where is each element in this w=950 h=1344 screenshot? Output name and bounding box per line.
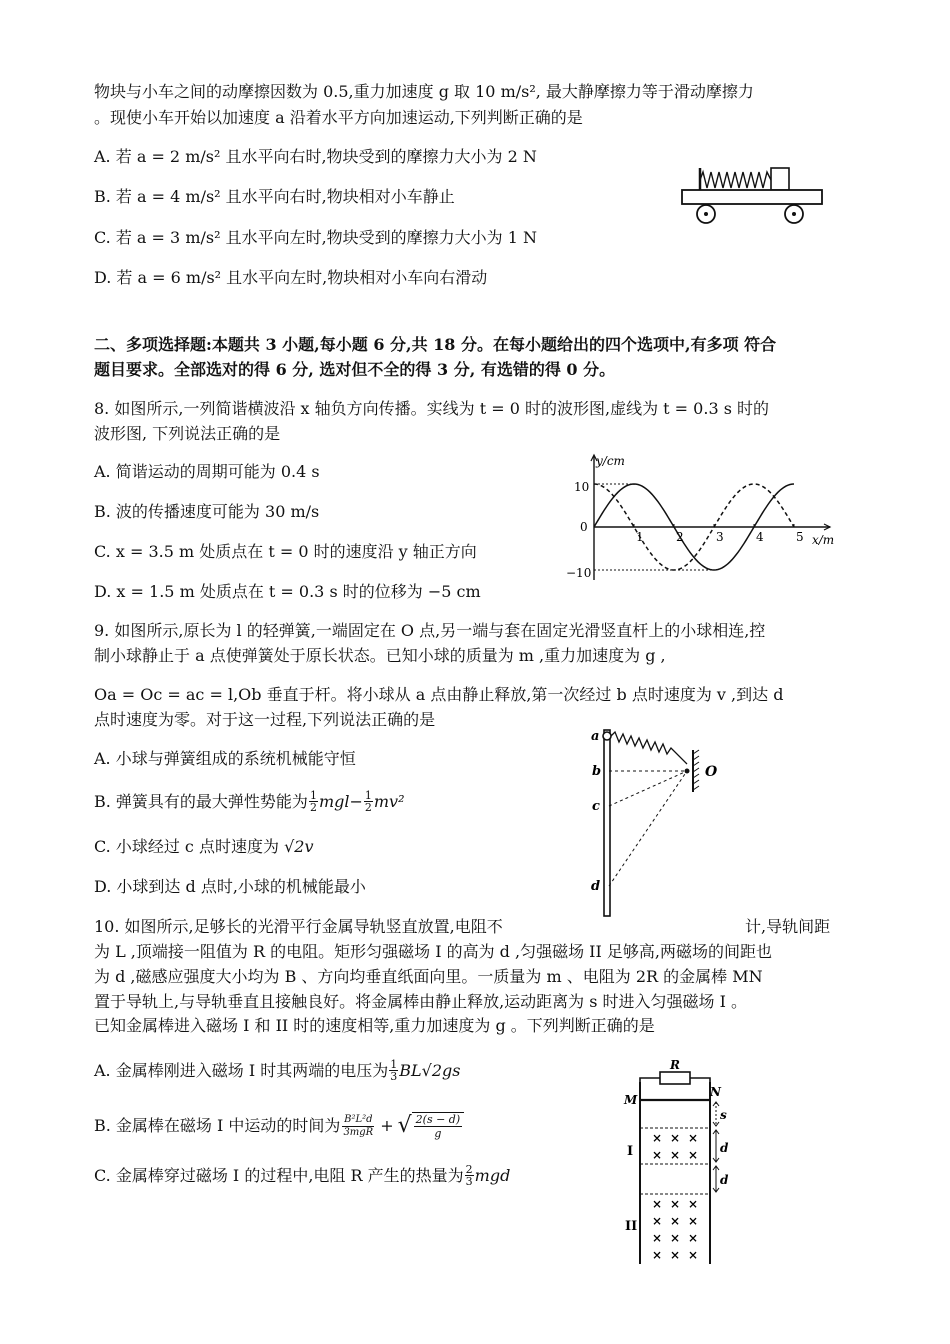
field-cross-marks [652,1131,698,1262]
q10-c-expr: mgd [474,1165,511,1185]
field-cross-mark: × [670,1231,681,1245]
frac-den: g [434,1127,442,1140]
q10-option-b [94,1112,464,1140]
cart-spring-block-figure [676,160,828,228]
q8-option-d: D. x = 1.5 m 处质点在 t = 0.3 s 时的位移为 −5 cm [94,582,481,601]
right-wheel-axle [792,212,796,216]
x-tick-label: 1 [636,530,644,544]
field-cross-mark: × [688,1131,699,1145]
q10-stem-line1-right: 计,导轨间距 [745,917,831,936]
q10-stem-line2: 为 L ,顶端接一阻值为 R 的电阻。矩形匀强磁场 I 的高为 d ,匀强磁场 II 足够高,两磁场的间距也 [94,942,772,961]
x-tick-label: 3 [716,530,724,544]
q10-a-expr: BL√2gs [399,1060,461,1080]
label-m: M [624,1093,638,1107]
field-cross-mark: × [670,1197,681,1211]
q8-option-b: B. 波的传播速度可能为 30 m/s [94,502,320,521]
frac-den: 3 [390,1070,398,1083]
q8-option-a: A. 简谐运动的周期可能为 0.4 s [94,462,320,481]
block [771,168,789,190]
q9-option-c-expr: √2v [284,837,314,856]
frac-num: 2(s − d) [415,1113,461,1126]
frac-num: B²L²d [344,1113,373,1125]
field-cross-mark: × [652,1248,663,1262]
sqrt-sign-icon: √ [397,1113,412,1138]
q9-option-c-prefix: C. 小球经过 c 点时速度为 [94,837,285,856]
label-b: b [592,764,602,779]
frac-num: 2 [465,1163,473,1176]
top-wire-right [690,1078,710,1082]
q7-stem-line1: 物块与小车之间的动摩擦因数为 0.5,重力加速度 g 取 10 m/s², 最大静摩擦力等于滑动摩擦力 [94,82,754,101]
q7-option-d: D. 若 a = 6 m/s² 且水平向左时,物块相对小车向右滑动 [94,268,488,287]
q9-option-b-prefix: B. 弹簧具有的最大弹性势能为 [94,791,308,811]
field-cross-mark: × [688,1148,699,1162]
x-tick-label: 4 [756,530,764,544]
x-tick-labels [636,530,804,544]
field-cross-mark: × [688,1197,699,1211]
cart-body [682,190,822,204]
q9-b-expr2: mv² [373,791,405,811]
rail-field-figure [618,1058,742,1268]
field-cross-mark: × [688,1248,699,1262]
q10-option-a [94,1059,460,1082]
spring [700,172,771,188]
oc-dashed [609,771,687,806]
q10-b-plus: + [380,1116,394,1135]
field-cross-mark: × [688,1214,699,1228]
frac-den: 3 [465,1175,473,1188]
section2-heading-line2: 题目要求。全部选对的得 6 分, 选对但不全的得 3 分, 有选错的得 0 分。 [94,360,616,379]
q9-option-a: A. 小球与弹簧组成的系统机械能守恒 [94,749,356,768]
label-r: R [670,1058,680,1072]
top-wire-left [640,1078,660,1082]
wave-graph [560,452,840,587]
label-d2: d [720,1173,729,1187]
q9-stem-line1: 9. 如图所示,原长为 l 的轻弹簧,一端固定在 O 点,另一端与套在固定光滑竖直杆上的小球相连,控 [94,621,766,640]
q10-option-a-prefix: A. 金属棒刚进入磁场 I 时其两端的电压为 [94,1060,389,1080]
section2-heading-line1: 二、多项选择题:本题共 3 小题,每小题 6 分,共 18 分。在每小题给出的四个选项中,有多项 符合 [94,335,777,354]
q10-stem-line5: 已知金属棒进入磁场 I 和 II 时的速度相等,重力加速度为 g 。下列判断正确的是 [94,1016,655,1035]
q7-option-c: C. 若 a = 3 m/s² 且水平向左时,物块受到的摩擦力大小为 1 N [94,228,538,247]
q9-stem-line4: 点时速度为零。对于这一过程,下列说法正确的是 [94,710,436,729]
wave-axes [591,455,830,580]
field-cross-mark: × [652,1231,663,1245]
q10-stem-line3: 为 d ,磁感应强度大小均为 B 、方向均垂直纸面向里。一质量为 m 、电阻为 2R 的金属棒 MN [94,967,763,986]
y-min-label: −10 [566,566,592,580]
resistor [660,1072,690,1084]
q10-option-c-prefix: C. 金属棒穿过磁场 I 的过程中,电阻 R 产生的热量为 [94,1165,464,1185]
spring [611,732,687,764]
q10-c-frac [465,1164,474,1187]
q10-b-sqrt-frac [412,1112,464,1140]
vertical-rod [604,730,610,916]
q7-option-a: A. 若 a = 2 m/s² 且水平向右时,物块受到的摩擦力大小为 2 N [94,147,537,166]
q9-option-c [94,836,314,858]
frac-num: 1 [309,789,317,802]
q10-stem-line1-left: 10. 如图所示,足够长的光滑平行金属导轨竖直放置,电阻不 [94,917,503,936]
origin-label: 0 [580,520,588,534]
q9-stem-line3: Oa = Oc = ac = l,Ob 垂直于杆。将小球从 a 点由静止释放,第一次经过 b 点时速度为 v ,到达 d [94,685,784,704]
q9-option-b [94,790,405,813]
y-max-label: 10 [574,480,590,494]
label-d: d [591,879,601,894]
left-wheel-axle [704,212,708,216]
field-cross-mark: × [688,1231,699,1245]
q9-b-frac1 [309,790,318,813]
label-c: c [592,799,600,814]
field-cross-mark: × [670,1148,681,1162]
frac-den: 3mgR [343,1126,374,1138]
q10-option-b-prefix: B. 金属棒在磁场 I 中运动的时间为 [94,1116,341,1135]
q9-stem-line2: 制小球静止于 a 点使弹簧处于原长状态。已知小球的质量为 m ,重力加速度为 g , [94,646,666,665]
q10-b-frac [342,1114,374,1139]
frac-num: 1 [364,789,372,802]
q8-stem-line1: 8. 如图所示,一列简谐横波沿 x 轴负方向传播。实线为 t = 0 时的波形图,虚线为 t = 0.3 s 时的 [94,399,770,418]
q8-stem-line2: 波形图, 下列说法正确的是 [94,424,281,443]
ball [603,732,611,740]
field-cross-mark: × [652,1214,663,1228]
x-axis-label: x/m [812,533,835,547]
field-cross-mark: × [652,1131,663,1145]
field-cross-mark: × [652,1148,663,1162]
q7-option-b: B. 若 a = 4 m/s² 且水平向右时,物块相对小车静止 [94,187,455,206]
q9-b-expr1: mgl− [318,791,363,811]
frac-num: 1 [390,1058,398,1071]
frac-den: 2 [364,801,372,814]
x-tick-label: 5 [796,530,804,544]
field-cross-mark: × [652,1197,663,1211]
label-o: O [705,764,718,780]
q9-b-frac2 [364,790,373,813]
field-cross-mark: × [670,1214,681,1228]
q10-stem-line4: 置于导轨上,与导轨垂直且接触良好。将金属棒由静止释放,运动距离为 s 时进入匀强磁场 I 。 [94,992,748,1011]
spring-rod-figure [585,724,735,918]
field-cross-mark: × [670,1131,681,1145]
x-tick-label: 2 [676,530,684,544]
y-axis-label: y/cm [596,454,625,468]
label-field-1: I [627,1144,634,1159]
q8-option-c: C. x = 3.5 m 处质点在 t = 0 时的速度沿 y 轴正方向 [94,542,477,561]
label-s: s [720,1108,727,1122]
label-a: a [591,729,600,744]
q10-option-c [94,1164,510,1187]
q9-option-d: D. 小球到达 d 点时,小球的机械能最小 [94,877,366,896]
label-n: N [710,1085,721,1099]
field-cross-mark: × [670,1248,681,1262]
label-field-2: II [625,1219,638,1234]
q10-a-frac [389,1059,398,1082]
frac-den: 2 [309,801,317,814]
q7-stem-line2: 。现使小车开始以加速度 a 沿着水平方向加速运动,下列判断正确的是 [94,108,583,127]
pivot-o [685,769,690,774]
label-d1: d [720,1141,729,1155]
